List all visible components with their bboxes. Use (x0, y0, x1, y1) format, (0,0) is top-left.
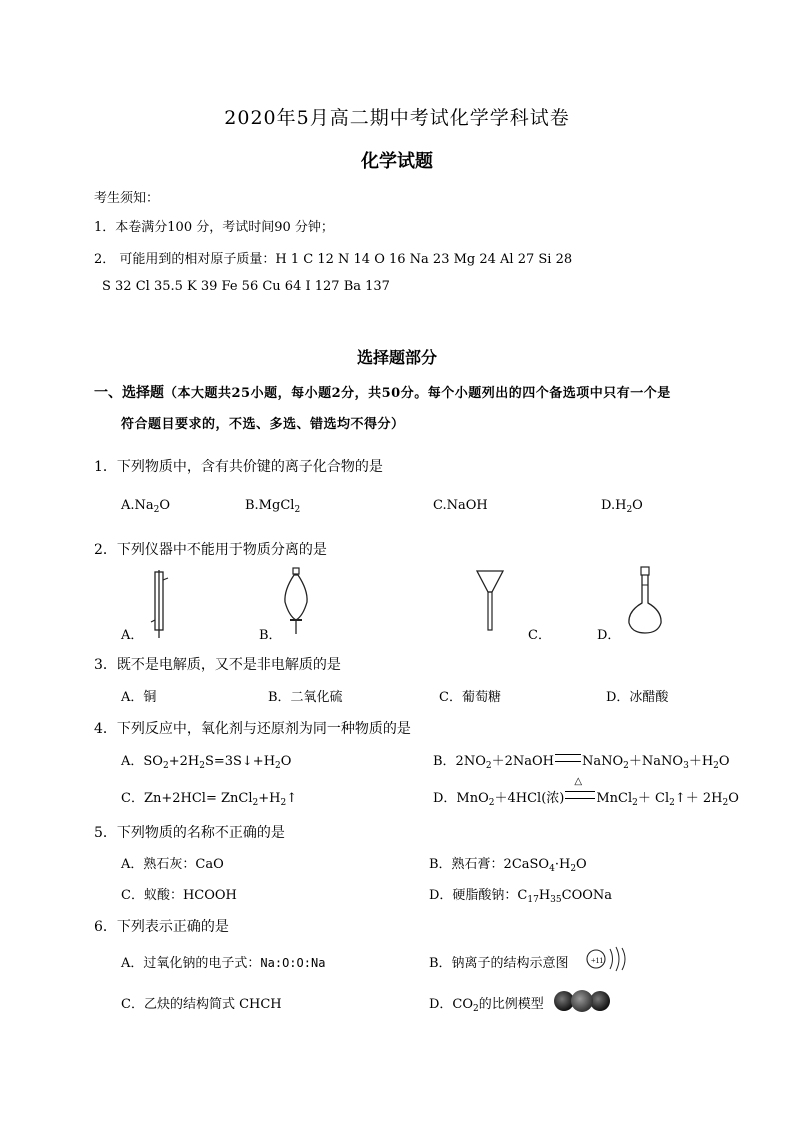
notice-item-1: 1．本卷满分100 分，考试时间90 分钟； (94, 220, 334, 235)
part1-label: 一、选择题 (94, 385, 164, 401)
q2-option-d: D． (597, 628, 621, 643)
volumetric-flask-icon (626, 567, 666, 637)
q3-option-d: D．冰醋酸 (606, 690, 669, 705)
q5-option-d: D．硬脂酸钠：$C_{17}H_{35}COONa$ (429, 888, 613, 905)
q5-stem: 5．下列物质的名称不正确的是 (94, 825, 285, 841)
part1-heading (94, 382, 671, 402)
q1-option-a: $A.Na_2O$ (121, 498, 171, 515)
q4-stem: 4．下列反应中，氧化剂与还原剂为同一种物质的是 (94, 721, 411, 737)
q2-option-b: B． (259, 628, 282, 643)
q3-option-b: B．二氧化硫 (268, 690, 343, 705)
q6-option-d: D．$CO_2$的比例模型 (429, 997, 544, 1014)
part1-instruction-2: 符合题目要求的，不选、多选、错选均不得分） (121, 417, 405, 432)
part1-instruction: （本大题共25小题，每小题2分，共50分。每个小题列出的四个备选项中只有一个是 (164, 386, 671, 401)
q5-option-c: C．蚁酸：HCOOH (121, 888, 237, 903)
funnel-icon (475, 568, 505, 634)
page-subtitle: 化学试题 (361, 151, 433, 172)
q6-stem: 6．下列表示正确的是 (94, 919, 229, 935)
q6-option-b: B．钠离子的结构示意图 (429, 956, 569, 971)
section-title: 选择题部分 (356, 348, 437, 367)
equals-sign (555, 754, 581, 762)
co2-space-filling-model-icon (553, 989, 613, 1013)
sodium-ion-structure-icon (584, 944, 632, 974)
q2-option-a: A． (121, 628, 144, 643)
q4-option-b: B．$2NO_2+2NaOH$ $NaNO_2+NaNO_3+H_2O$ (433, 754, 730, 771)
q5-option-b: B．熟石膏：$2CaSO_4\cdot H_2O$ (429, 857, 587, 874)
q4-option-d: D．MnO$_2$＋4HCl(浓) △ MnCl$_2$＋ $Cl_2↑+ 2H_2O$ (433, 776, 739, 808)
q6-option-c: C．乙炔的结构简式 CHCH (121, 997, 282, 1012)
q1-stem: 1．下列物质中，含有共价键的离子化合物的是 (94, 459, 383, 475)
condenser-icon (150, 570, 170, 640)
notice-heading: 考生须知： (94, 191, 160, 206)
q6-option-a: A．过氧化钠的电子式：Na:O:O:Na (121, 956, 326, 971)
q1-option-d: $D.H_2O$ (601, 498, 643, 515)
q2-stem: 2．下列仪器中不能用于物质分离的是 (94, 542, 327, 558)
notice-item-2: 2． 可能用到的相对原子质量：H 1 C 12 N 14 O 16 Na 23 Mg 24 Al 27 Si 28 (94, 252, 573, 267)
notice-item-2-continued: S 32 Cl 35.5 K 39 Fe 56 Cu 64 I 127 Ba 137 (102, 279, 390, 294)
q2-option-c: C． (528, 628, 551, 643)
q3-option-c: C．葡萄糖 (439, 690, 501, 705)
q5-option-a: A．熟石灰：CaO (121, 857, 224, 872)
svg-text:+11: +11 (591, 956, 604, 965)
delta-icon: △ (574, 776, 583, 787)
separatory-funnel-icon (281, 568, 311, 638)
q3-option-a: A．铜 (121, 690, 157, 705)
q4-option-a: A．$SO_2+2H_2S=3S↓+H_2O$ (121, 754, 292, 771)
page-title: 2020年5月高二期中考试化学学科试卷 (224, 107, 570, 129)
q3-stem: 3．既不是电解质，又不是非电解质的是 (94, 657, 341, 673)
q1-option-c: C.NaOH (433, 498, 488, 513)
heating-equals-sign (565, 776, 595, 799)
q4-option-c: C．$Zn+2HCl= ZnCl_2+H_2↑$ (121, 791, 298, 808)
q1-option-b: B.MgCl$_2$ (245, 498, 301, 515)
electron-formula: Na:O:O:Na (260, 956, 326, 970)
